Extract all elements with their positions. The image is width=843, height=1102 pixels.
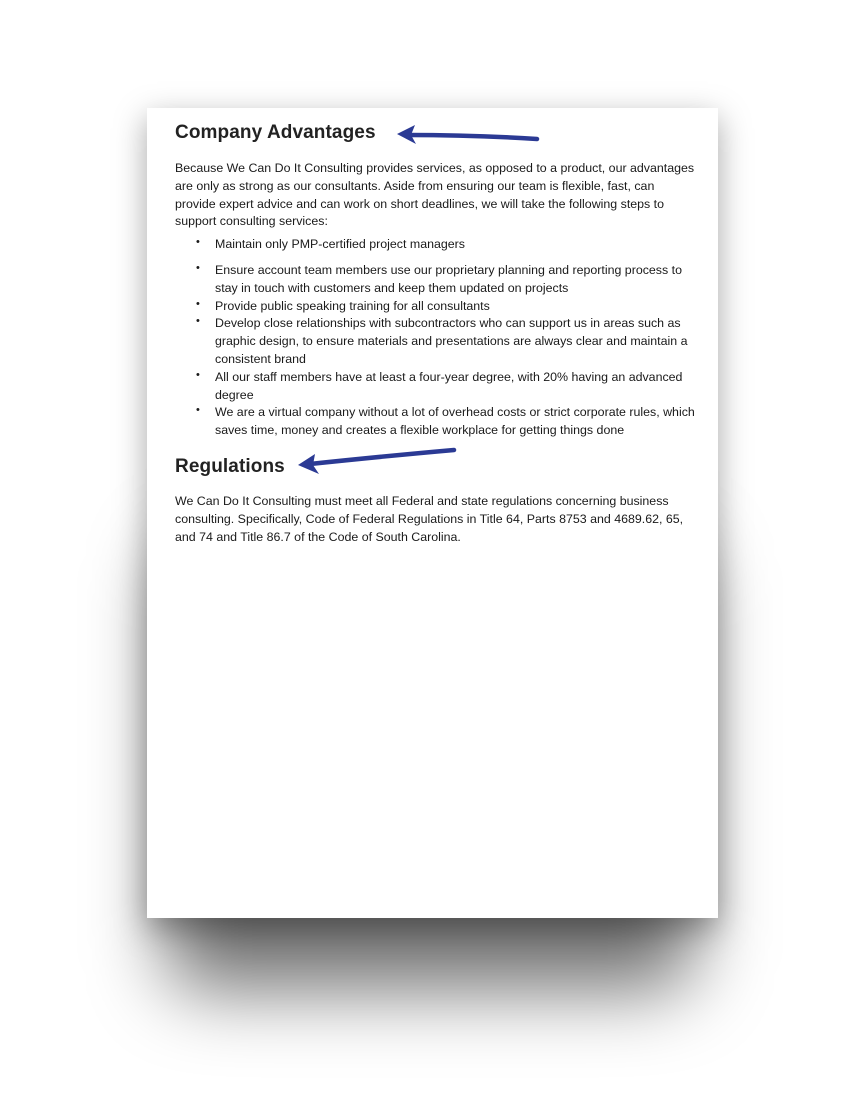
list-item: • Provide public speaking training for all consultants [215,298,697,316]
list-item: • We are a virtual company without a lot of overhead costs or strict corporate rules, which saves time, money and creates a flexible workplace for getting things done [215,404,697,440]
document-page [147,108,718,918]
arrow-pointer-icon [296,444,462,476]
list-item: • Ensure account team members use our proprietary planning and reporting process to stay in touch with customers and keep them updated on projects [215,262,697,298]
list-item: • Maintain only PMP-certified project managers [215,236,697,254]
paragraph-regulations: We Can Do It Consulting must meet all Federal and state regulations concerning business consulting. Specifically, Code of Federal Regulations in Title 64, Parts 8753 and 4689.62, 65, and 74 and Title 86.7 of the Code of South Carolina. [175,493,684,544]
arrow-pointer-icon [395,122,545,148]
list-item: • Develop close relationships with subcontractors who can support us in areas such as graphic design, to ensure materials and presentations are always clear and maintain a consistent brand [215,315,697,368]
paragraph-advantages-intro: Because We Can Do It Consulting provides services, as opposed to a product, our advantages are only as strong as our consultants. Aside from ensuring our team is flexible, fast, can provide expert advice and can work on short deadlines, we will take the following steps to support consulting services: [175,161,695,229]
list-item: • All our staff members have at least a four-year degree, with 20% having an advanced degree [215,369,697,405]
heading-regulations: Regulations [175,455,285,477]
advantages-bullet-list [175,236,697,440]
heading-company-advantages: Company Advantages [175,122,376,143]
document-content [175,120,697,546]
